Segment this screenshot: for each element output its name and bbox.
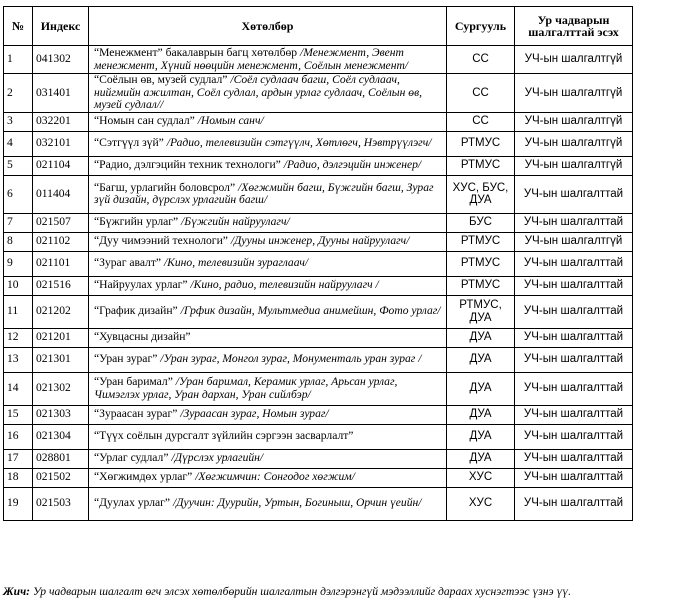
row-exam-status: УЧ-ын шалгалтгүй — [515, 74, 633, 113]
row-school: ДУА — [447, 424, 515, 449]
row-school: РТМУС — [447, 156, 515, 175]
row-program — [89, 347, 447, 372]
row-number: 10 — [4, 276, 33, 295]
program-table — [3, 6, 633, 521]
row-program — [89, 175, 447, 213]
row-index: 032101 — [33, 131, 89, 156]
row-number: 13 — [4, 347, 33, 372]
row-exam-status: УЧ-ын шалгалттай — [515, 372, 633, 405]
footnote-label: Жич: — [3, 585, 31, 598]
row-school: РТМУС — [447, 131, 515, 156]
program-name: “Зураг авалт” — [94, 256, 162, 270]
row-index: 028801 — [33, 449, 89, 468]
row-school: ДУА — [447, 449, 515, 468]
row-exam-status: УЧ-ын шалгалттай — [515, 328, 633, 347]
program-name: “График дизайн” — [94, 304, 178, 318]
row-index: 021101 — [33, 251, 89, 276]
footnote — [3, 585, 663, 598]
program-name: “Багш, урлагийн боловсрол” — [94, 180, 236, 194]
program-specializations: /Уран баримал, Керамик урлаг, Арьсан урлаг, Чимэглэх урлаг, Уран дархан, Уран сийлбэр/ — [94, 375, 398, 401]
table-row — [4, 175, 633, 213]
row-school: ХУС, БУС, ДУА — [447, 175, 515, 213]
program-specializations: /Дууны инженер, Дууны найруулагч/ — [227, 234, 410, 248]
row-program — [89, 468, 447, 487]
program-name: “Радио, дэлгэцийн техник технологи” — [94, 158, 281, 172]
row-number: 17 — [4, 449, 33, 468]
header-index: Индекс — [33, 7, 89, 46]
row-exam-status: УЧ-ын шалгалттай — [515, 468, 633, 487]
row-program — [89, 372, 447, 405]
row-school: ДУА — [447, 328, 515, 347]
row-number: 6 — [4, 175, 33, 213]
table-row — [4, 74, 633, 113]
row-exam-status: УЧ-ын шалгалттай — [515, 347, 633, 372]
table-body — [4, 46, 633, 521]
program-specializations: /Грфик дизайн, Мультмедиа анимейшн, Фото урлаг/ — [177, 304, 441, 318]
row-exam-status: УЧ-ын шалгалттай — [515, 213, 633, 232]
row-program — [89, 295, 447, 328]
row-number: 9 — [4, 251, 33, 276]
table-row — [4, 424, 633, 449]
program-name: “Хөгжимдөх урлаг” — [94, 470, 193, 484]
row-exam-status: УЧ-ын шалгалттай — [515, 449, 633, 468]
row-number: 7 — [4, 213, 33, 232]
row-number: 18 — [4, 468, 33, 487]
program-specializations: /Дүрслэх урлагийн/ — [168, 451, 264, 465]
program-name: “Бүжгийн урлаг” — [94, 215, 179, 229]
row-program — [89, 276, 447, 295]
row-exam-status: УЧ-ын шалгалттай — [515, 295, 633, 328]
table-row — [4, 449, 633, 468]
row-exam-status: УЧ-ын шалгалтгүй — [515, 232, 633, 251]
row-number: 12 — [4, 328, 33, 347]
program-name: “Уран баримал” — [94, 375, 173, 388]
row-index: 021304 — [33, 424, 89, 449]
program-specializations: /Дуучин: Дуурийн, Уртын, Богиныш, Орчин үеийн/ — [170, 496, 422, 510]
row-number: 5 — [4, 156, 33, 175]
row-number: 19 — [4, 487, 33, 520]
table-row — [4, 487, 633, 520]
header-exam: Ур чадварын шалгалттай эсэх — [515, 7, 633, 46]
row-program — [89, 449, 447, 468]
program-name: “Сэтгүүл зүй” — [94, 136, 164, 150]
row-index: 021201 — [33, 328, 89, 347]
row-index: 021503 — [33, 487, 89, 520]
program-specializations: /Бүжгийн найруулагч/ — [178, 215, 290, 229]
row-index: 031401 — [33, 74, 89, 113]
table-row — [4, 232, 633, 251]
program-table-container — [3, 6, 633, 521]
row-index: 021104 — [33, 156, 89, 175]
row-school: ХУС — [447, 468, 515, 487]
table-row — [4, 372, 633, 405]
row-program — [89, 251, 447, 276]
row-number: 2 — [4, 74, 33, 113]
program-specializations: /Хөгжмийн багш, Бүжгийн багш, Зураг зүй дизайн, дүрслэх урлагийн багш/ — [94, 180, 434, 206]
row-school: ХУС — [447, 487, 515, 520]
program-specializations: /Соёл судлаач багш, Соёл судлаач, нийгмийн ажилтан, Соёл судлал, ардын урлаг судлаач, Соёлын өв, музей судлал// — [94, 73, 423, 111]
row-exam-status: УЧ-ын шалгалттай — [515, 251, 633, 276]
table-row — [4, 112, 633, 131]
program-name: “Зураасан зураг” — [94, 407, 178, 421]
row-index: 021516 — [33, 276, 89, 295]
row-program — [89, 131, 447, 156]
row-school: СС — [447, 112, 515, 131]
program-name: “Уран зураг” — [94, 352, 158, 366]
row-program — [89, 487, 447, 520]
row-number: 8 — [4, 232, 33, 251]
row-school: БУС — [447, 213, 515, 232]
program-specializations: /Менежмент, Эвент менежмент, Хүний нөөцийн менежмент, Соёлын менежмент/ — [94, 46, 409, 72]
program-name: “Соёлын өв, музей судлал” — [94, 73, 228, 86]
table-row — [4, 468, 633, 487]
table-row — [4, 251, 633, 276]
row-school: СС — [447, 74, 515, 113]
row-program — [89, 156, 447, 175]
program-specializations: /Зураасан зураг, Номын зураг/ — [177, 407, 329, 421]
program-specializations: /Радио, телевизийн сэтгүүлч, Хөтлөгч, Нэвтрүүлэгч/ — [163, 136, 432, 150]
row-index: 041302 — [33, 46, 89, 74]
header-school: Сургууль — [447, 7, 515, 46]
program-name: “Номын сан судлал” — [94, 114, 195, 128]
row-exam-status: УЧ-ын шалгалттай — [515, 487, 633, 520]
row-exam-status: УЧ-ын шалгалттай — [515, 276, 633, 295]
table-row — [4, 295, 633, 328]
row-program — [89, 424, 447, 449]
row-exam-status: УЧ-ын шалгалтгүй — [515, 156, 633, 175]
row-program — [89, 112, 447, 131]
row-program — [89, 232, 447, 251]
row-index: 021202 — [33, 295, 89, 328]
row-number: 3 — [4, 112, 33, 131]
row-school: РТМУС — [447, 276, 515, 295]
program-name: “Менежмент” бакалаврын багц хөтөлбөр — [94, 46, 298, 59]
row-school: ДУА — [447, 405, 515, 424]
row-school: РТМУС — [447, 232, 515, 251]
row-index: 021303 — [33, 405, 89, 424]
footnote-text: Ур чадварын шалгалт өгч элсэх хөтөлбөрийн шалгалтын дэлгэрэнгүй мэдээллийг дараах хуснэгтээс үзнэ үү. — [30, 585, 572, 598]
row-school: СС — [447, 46, 515, 74]
row-school: РТМУС, ДУА — [447, 295, 515, 328]
row-index: 021302 — [33, 372, 89, 405]
row-index: 021507 — [33, 213, 89, 232]
table-header-row — [4, 7, 633, 46]
program-specializations: /Номын санч/ — [194, 114, 264, 128]
row-number: 11 — [4, 295, 33, 328]
table-row — [4, 328, 633, 347]
program-name: “Урлаг судлал” — [94, 451, 169, 465]
row-program — [89, 46, 447, 74]
table-row — [4, 276, 633, 295]
table-row — [4, 46, 633, 74]
row-index: 021102 — [33, 232, 89, 251]
program-specializations: /Хөгжимчин: Сонгодог хөгжим/ — [192, 470, 355, 484]
row-number: 14 — [4, 372, 33, 405]
row-program — [89, 213, 447, 232]
row-school: РТМУС — [447, 251, 515, 276]
row-exam-status: УЧ-ын шалгалттай — [515, 424, 633, 449]
row-exam-status: УЧ-ын шалгалттай — [515, 405, 633, 424]
row-number: 1 — [4, 46, 33, 74]
header-program: Хөтөлбөр — [89, 7, 447, 46]
row-index: 011404 — [33, 175, 89, 213]
table-row — [4, 131, 633, 156]
program-name: “Дуу чимээний технологи” — [94, 234, 228, 248]
row-number: 15 — [4, 405, 33, 424]
header-number: № — [4, 7, 33, 46]
row-program — [89, 405, 447, 424]
row-exam-status: УЧ-ын шалгалттай — [515, 175, 633, 213]
row-school: ДУА — [447, 347, 515, 372]
row-program — [89, 74, 447, 113]
program-specializations: /Кино, телевизийн зураглаач/ — [161, 256, 309, 270]
program-specializations: /Уран зураг, Монгол зураг, Монументаль уран зураг / — [157, 352, 422, 366]
row-program — [89, 328, 447, 347]
row-exam-status: УЧ-ын шалгалтгүй — [515, 131, 633, 156]
table-row — [4, 347, 633, 372]
row-number: 4 — [4, 131, 33, 156]
row-school: ДУА — [447, 372, 515, 405]
program-specializations: /Кино, радио, телевизийн найруулагч / — [187, 278, 379, 292]
program-specializations: /Радио, дэлгэцийн инженер/ — [280, 158, 422, 172]
row-index: 021502 — [33, 468, 89, 487]
table-row — [4, 213, 633, 232]
table-row — [4, 156, 633, 175]
program-name: “Түүх соёлын дурсгалт зүйлийн сэргээн засварлалт” — [94, 429, 354, 443]
row-index: 021301 — [33, 347, 89, 372]
table-row — [4, 405, 633, 424]
row-number: 16 — [4, 424, 33, 449]
row-exam-status: УЧ-ын шалгалтгүй — [515, 46, 633, 74]
program-name: “Хувцасны дизайн” — [94, 330, 191, 344]
program-name: “Дуулах урлаг” — [94, 496, 171, 510]
row-index: 032201 — [33, 112, 89, 131]
row-exam-status: УЧ-ын шалгалтгүй — [515, 112, 633, 131]
program-name: “Найруулах урлаг” — [94, 278, 188, 292]
